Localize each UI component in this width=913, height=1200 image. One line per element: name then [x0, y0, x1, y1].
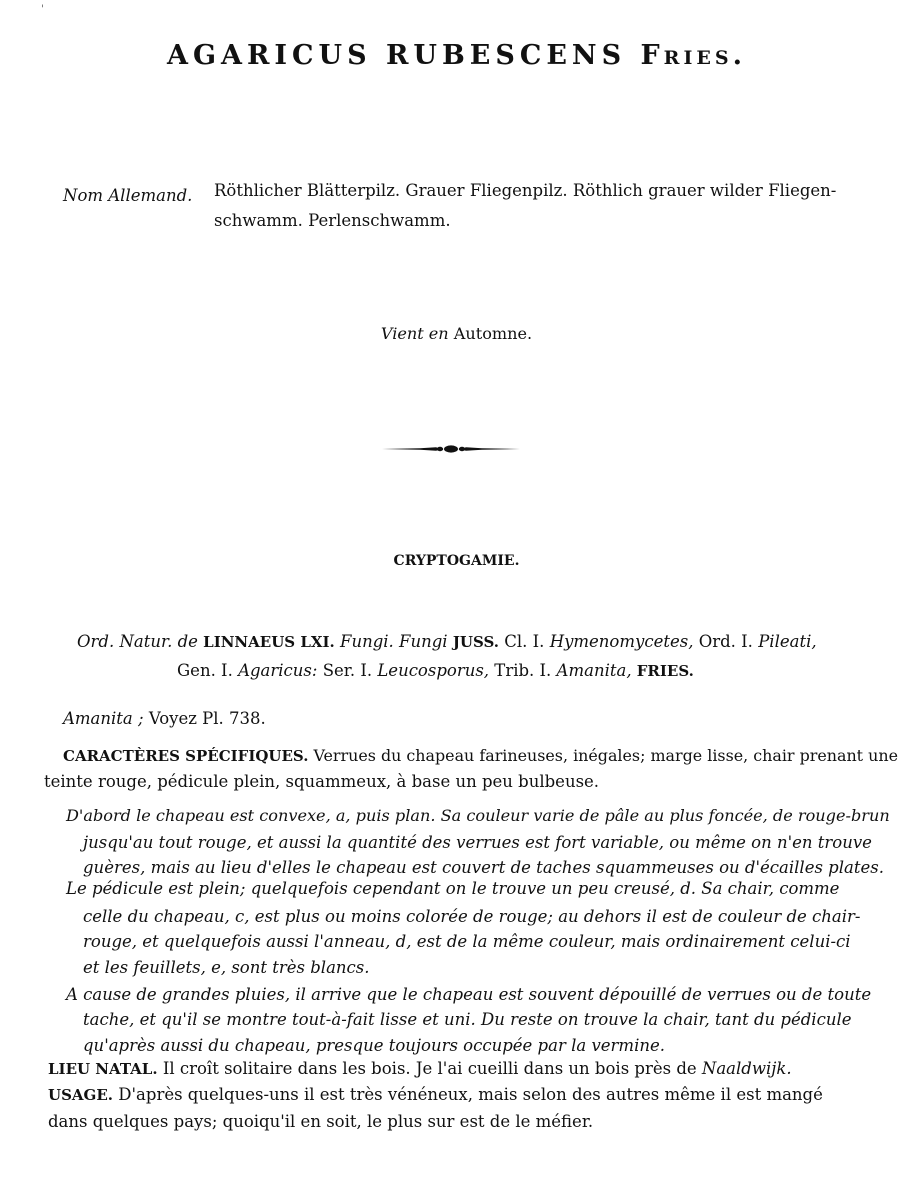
characters-text-1: Verrues du chapeau farineuses, inégales; marge lisse, chair prenant une: [308, 746, 898, 765]
german-names-line-2: schwamm. Perlenschwamm.: [214, 211, 451, 230]
usage-line-1: [48, 1085, 823, 1104]
habitat-line: [48, 1059, 792, 1078]
cls-tribe: Trib. I.: [489, 661, 557, 680]
cls-fungi: Fungi. Fungi: [334, 632, 453, 651]
cls-linnaeus: LINNAEUS LXI.: [203, 633, 335, 651]
season-prefix: Vient en: [380, 324, 449, 343]
cls-order: Ord. I.: [693, 632, 759, 651]
characters-label: CARACTÈRES SPÉCIFIQUES.: [63, 747, 309, 765]
description-line: rouge, et quelquefois aussi l'anneau, d, est de la même couleur, mais ordinairement celui-ci: [83, 932, 851, 951]
cls-ord-natur: Ord. Natur. de: [77, 632, 204, 651]
cls-hymenomycetes: Hymenomycetes,: [549, 632, 694, 651]
description-line: jusqu'au tout rouge, et aussi la quantité des verrues est fort variable, ou même on n'en trouve: [83, 833, 872, 852]
section-heading: CRYPTOGAMIE.: [393, 553, 520, 569]
habitat-place: Naaldwijk.: [701, 1059, 792, 1078]
german-names-line-1: Röthlicher Blätterpilz. Grauer Fliegenpilz. Röthlich grauer wilder Fliegen-: [214, 181, 837, 200]
cls-agaricus: Agaricus:: [238, 661, 318, 680]
scan-speck: ': [41, 4, 44, 15]
cls-class: Cl. I.: [499, 632, 550, 651]
description-line: et les feuillets, e, sont très blancs.: [83, 958, 370, 977]
amanita-label: Amanita ;: [63, 709, 144, 728]
cls-series: Ser. I.: [317, 661, 378, 680]
description-line: A cause de grandes pluies, il arrive que le chapeau est souvent dépouillé de verrues ou de toute: [66, 985, 872, 1004]
characters-line-1: [63, 746, 898, 765]
page-title: [0, 40, 913, 71]
description-line: D'abord le chapeau est convexe, a, puis plan. Sa couleur varie de pâle au plus foncée, de rouge-brun: [66, 806, 890, 825]
cls-amanita: Amanita,: [556, 661, 632, 680]
season-line: [0, 324, 913, 343]
usage-text-1: D'après quelques-uns il est très vénéneux, mais selon des autres même il est mangé: [113, 1085, 823, 1104]
description-line: celle du chapeau, c, est plus ou moins colorée de rouge; au dehors il est de couleur de chair-: [83, 907, 861, 926]
cls-leucosporus: Leucosporus,: [377, 661, 490, 680]
cls-juss: JUSS.: [452, 633, 500, 651]
german-names-label: Nom Allemand.: [63, 186, 193, 205]
classification-line-2: [177, 661, 694, 680]
description-line: guères, mais au lieu d'elles le chapeau est couvert de taches squammeuses ou d'écailles plates.: [83, 858, 884, 877]
title-species: AGARICUS RUBESCENS: [167, 40, 627, 71]
habitat-text: Il croît solitaire dans les bois. Je l'ai cueilli dans un bois près de: [157, 1059, 702, 1078]
usage-label: USAGE.: [48, 1086, 114, 1104]
title-author: Fries.: [640, 40, 746, 71]
description-line: qu'après aussi du chapeau, presque toujours occupée par la vermine.: [83, 1036, 665, 1055]
usage-line-2: dans quelques pays; quoiqu'il en soit, le plus sur est de le méfier.: [48, 1112, 594, 1131]
ornament-divider: [380, 440, 522, 458]
habitat-label: LIEU NATAL.: [48, 1060, 158, 1078]
description-line: Le pédicule est plein; quelquefois cependant on le trouve un peu creusé, d. Sa chair, comme: [66, 879, 840, 898]
cls-genus-num: Gen. I.: [177, 661, 239, 680]
characters-line-2: teinte rouge, pédicule plein, squammeux, à base un peu bulbeuse.: [44, 772, 600, 791]
season-value: Automne.: [453, 324, 533, 343]
cls-fries: FRIES.: [631, 662, 694, 680]
amanita-reference: [63, 709, 266, 728]
amanita-ref: Voyez Pl. 738.: [143, 709, 266, 728]
description-line: tache, et qu'il se montre tout-à-fait lisse et uni. Du reste on trouve la chair, tant du pédicule: [83, 1010, 852, 1029]
classification-line-1: [77, 632, 817, 651]
cls-pileati: Pileati,: [758, 632, 817, 651]
